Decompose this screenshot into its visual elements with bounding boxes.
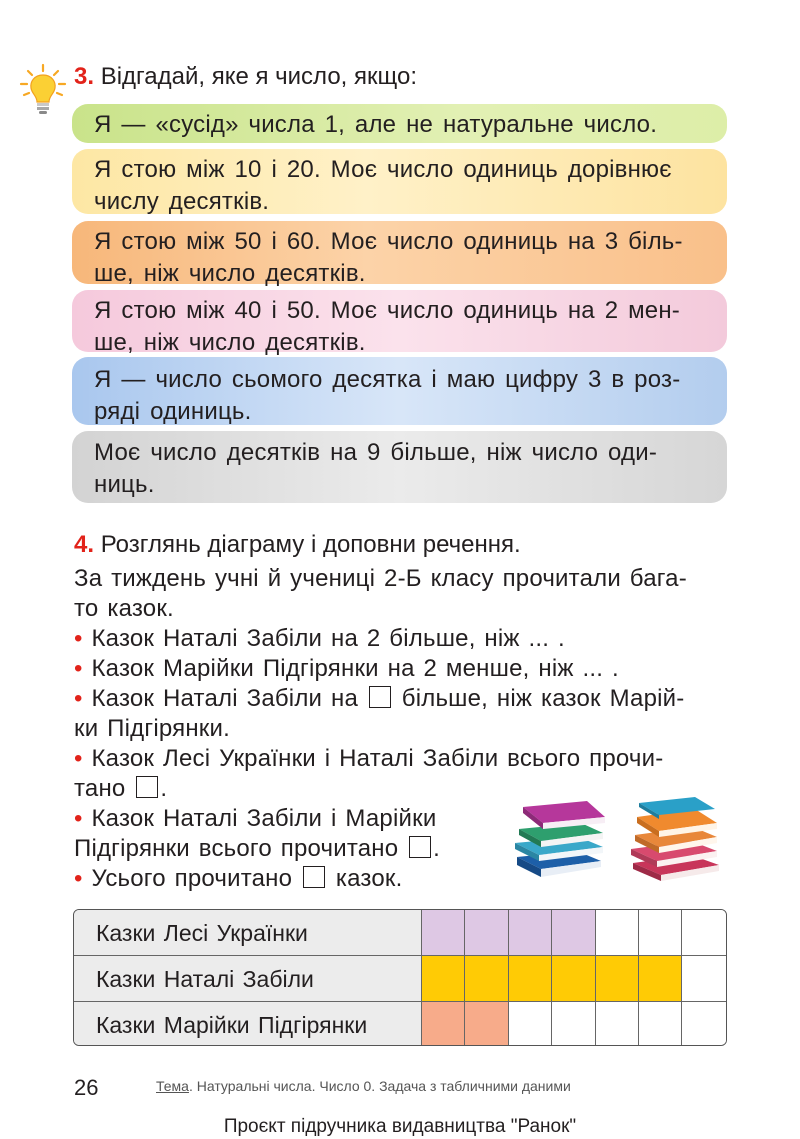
topic-line — [156, 1078, 571, 1094]
sentence-text: Усього прочитано — [91, 865, 293, 892]
answer-box[interactable] — [409, 836, 431, 858]
empty-cell — [596, 910, 639, 955]
task4-title: Розглянь діаграму і доповни речення. — [100, 531, 521, 558]
clue-card-1 — [72, 104, 727, 143]
bullet: • — [74, 625, 83, 652]
filled-cell — [422, 1002, 465, 1046]
sentence-text: Казок Марійки Підгірянки на 2 менше, ніж ... . — [91, 655, 619, 682]
topic-text: . Натуральні числа. Число 0. Задача з табличними даними — [188, 1078, 571, 1094]
clue-line: ряді одиниць. — [94, 398, 252, 425]
intro-line: то казок. — [74, 595, 174, 622]
clue-line: ше, ніж число десятків. — [94, 329, 366, 356]
sentence-1 — [74, 624, 734, 654]
empty-cell — [682, 1002, 725, 1046]
clue-line: Я — «сусід» числа 1, але не натуральне число. — [94, 111, 658, 138]
sentence-text: . — [160, 775, 168, 802]
row-label: Казки Наталі Забіли — [74, 956, 422, 1001]
reading-table — [73, 909, 727, 1046]
table-row — [74, 910, 726, 955]
table-row — [74, 956, 726, 1001]
filled-cell — [639, 956, 682, 1001]
clue-card-2 — [72, 149, 727, 214]
clue-card-4 — [72, 290, 727, 356]
empty-cell — [639, 910, 682, 955]
publisher-note: Проєкт підручника видавництва "Ранок" — [223, 1116, 577, 1137]
filled-cell — [552, 910, 595, 955]
filled-cell — [465, 910, 508, 955]
clue-line: ше, ніж число десятків. — [94, 260, 366, 287]
task3-number: 3. — [74, 63, 95, 90]
sentence-text: Підгірянки всього прочитано — [74, 835, 399, 862]
task4-header — [74, 530, 521, 560]
bullet: • — [74, 655, 83, 682]
filled-cell — [509, 910, 552, 955]
sentence-text: тано — [74, 775, 126, 802]
sentence-3 — [74, 684, 734, 714]
filled-cell — [465, 1002, 508, 1046]
sentence-4 — [74, 744, 734, 774]
sentence-text: Казок Наталі Забіли на 2 більше, ніж ... . — [91, 625, 565, 652]
bullet: • — [74, 805, 83, 832]
filled-cell — [596, 956, 639, 1001]
books-stack-icon — [505, 795, 730, 885]
task3-title: Відгадай, яке я число, якщо: — [100, 63, 417, 90]
clue-line: Я стою між 10 і 20. Моє число одиниць дорівнює — [94, 156, 672, 183]
lightbulb-icon — [18, 62, 70, 118]
clue-line: ниць. — [94, 471, 155, 498]
sentence-text: більше, ніж казок Марій- — [401, 685, 685, 712]
empty-cell — [596, 1002, 639, 1046]
bullet: • — [74, 865, 83, 892]
intro-line: За тиждень учні й учениці 2-Б класу прочитали бага- — [74, 565, 687, 592]
row-label: Казки Марійки Підгірянки — [74, 1002, 422, 1046]
filled-cell — [509, 956, 552, 1001]
sentence-2 — [74, 654, 734, 684]
clue-line: числу десятків. — [94, 188, 270, 215]
answer-box[interactable] — [136, 776, 158, 798]
answer-box[interactable] — [303, 866, 325, 888]
clue-line: Я стою між 40 і 50. Моє число одиниць на 2 мен- — [94, 297, 680, 324]
sentence-text: казок. — [335, 865, 403, 892]
page-number: 26 — [74, 1075, 99, 1100]
empty-cell — [509, 1002, 552, 1046]
task4-number: 4. — [74, 531, 95, 558]
empty-cell — [682, 956, 725, 1001]
sentence-text: Казок Лесі Українки і Наталі Забіли всього прочи- — [91, 745, 664, 772]
filled-cell — [422, 910, 465, 955]
sentence-text: . — [433, 835, 441, 862]
empty-cell — [639, 1002, 682, 1046]
task3-header — [74, 62, 417, 92]
clue-card-5 — [72, 357, 727, 425]
bullet: • — [74, 745, 83, 772]
clue-card-3 — [72, 221, 727, 287]
clue-card-6 — [72, 431, 727, 503]
clue-line: Я — число сьомого десятка і маю цифру 3 в роз- — [94, 366, 681, 393]
filled-cell — [552, 956, 595, 1001]
sentence-text: Казок Наталі Забіли і Марійки — [91, 805, 437, 832]
filled-cell — [422, 956, 465, 1001]
sentence-3-cont: ки Підгірянки. — [74, 715, 230, 742]
bullet: • — [74, 685, 83, 712]
topic-label: Тема — [156, 1078, 189, 1094]
filled-cell — [465, 956, 508, 1001]
clue-line: Я стою між 50 і 60. Моє число одиниць на 3 біль- — [94, 228, 683, 255]
clue-line: Моє число десятків на 9 більше, ніж число оди- — [94, 439, 658, 466]
answer-box[interactable] — [369, 686, 391, 708]
empty-cell — [682, 910, 725, 955]
sentence-text: Казок Наталі Забіли на — [91, 685, 359, 712]
row-label: Казки Лесі Українки — [74, 910, 422, 955]
table-row — [74, 1002, 726, 1046]
empty-cell — [552, 1002, 595, 1046]
